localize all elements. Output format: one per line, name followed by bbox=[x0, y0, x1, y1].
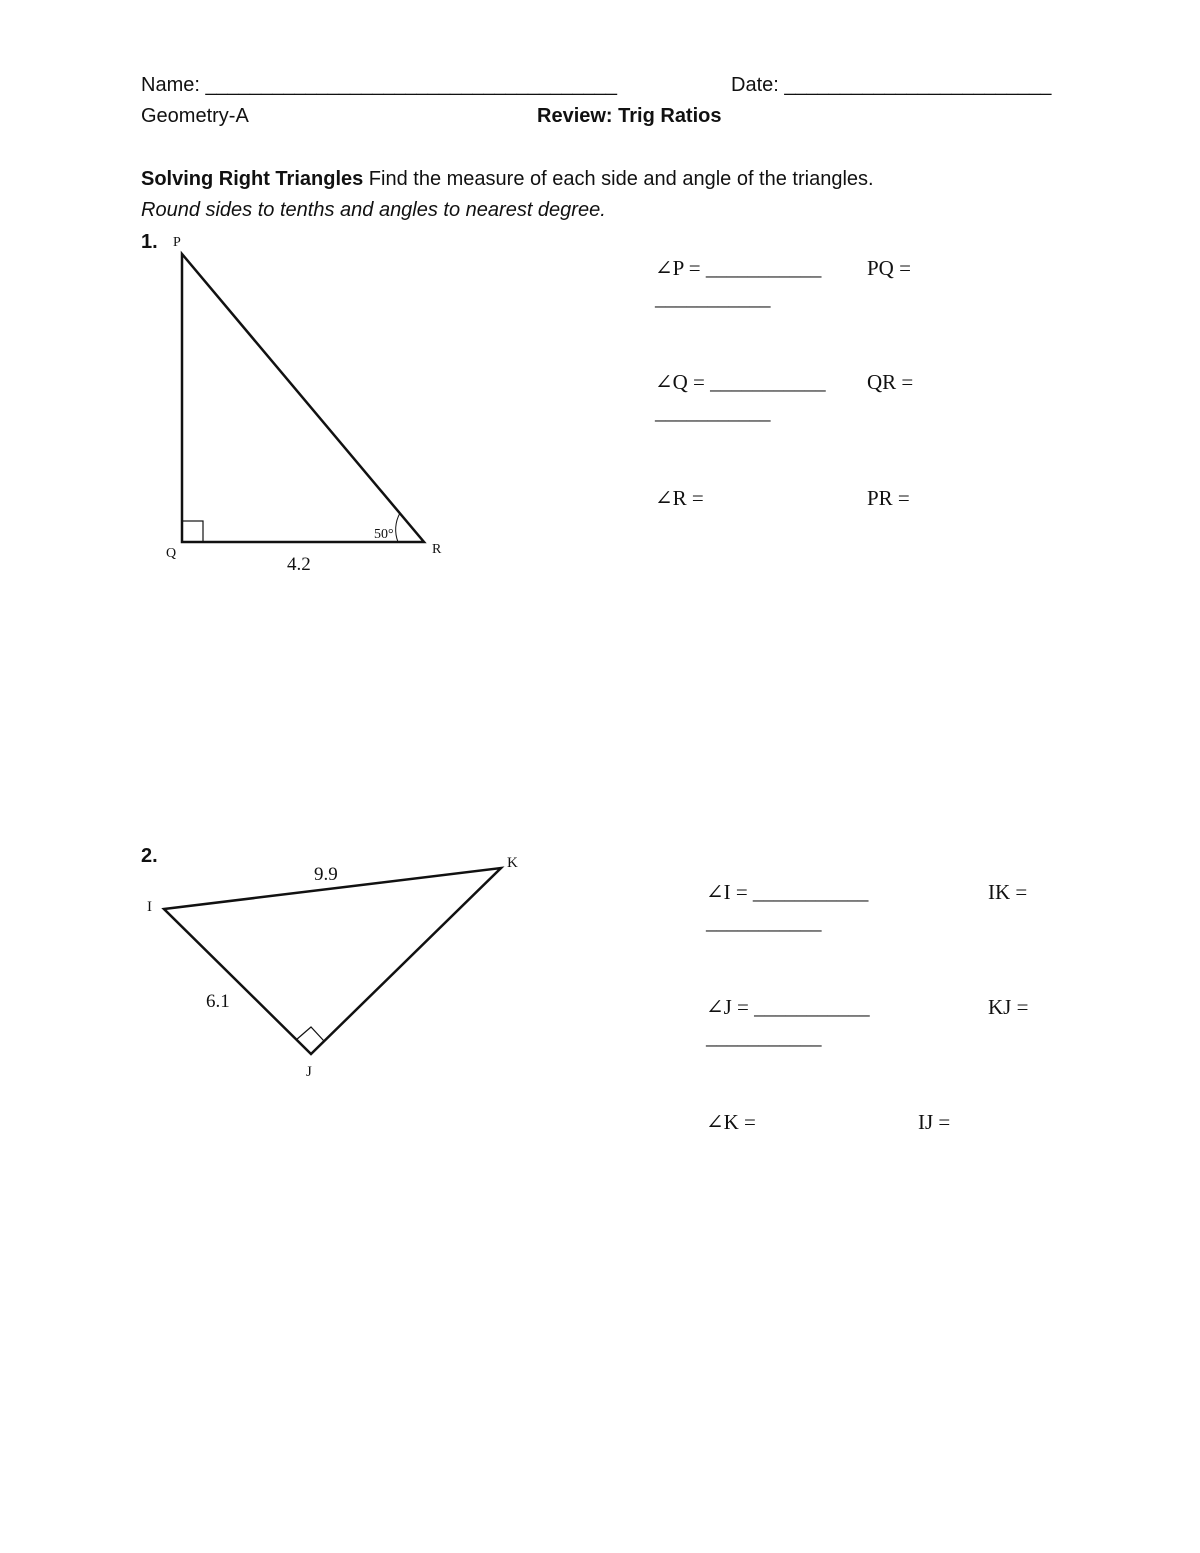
answer-ik: IK = bbox=[988, 880, 1028, 904]
answer-pq-blank: ___________ bbox=[655, 286, 771, 310]
answer-qr-blank: ___________ bbox=[655, 400, 771, 424]
instructions-heading: Solving Right Triangles bbox=[141, 168, 364, 190]
vertex-label-r: R bbox=[432, 542, 442, 557]
answer-ij: IJ = bbox=[918, 1110, 951, 1134]
side-label-ij: 6.1 bbox=[206, 991, 230, 1012]
answer-pr: PR = bbox=[867, 486, 910, 510]
answer-angle-q: ∠Q = ___________ bbox=[655, 370, 826, 394]
vertex-label-k: K bbox=[507, 855, 518, 871]
right-angle-mark-j bbox=[296, 1027, 324, 1041]
answer-kj: KJ = bbox=[988, 995, 1029, 1019]
triangle-ijk-diagram bbox=[0, 0, 620, 1100]
page-title: Review: Trig Ratios bbox=[537, 105, 722, 127]
side-label-ik: 9.9 bbox=[314, 864, 338, 885]
rounding-note: Round sides to tenths and angles to nearest degree. bbox=[141, 199, 606, 221]
date-line: Date: ________________________ bbox=[731, 74, 1052, 96]
course-label: Geometry-A bbox=[141, 105, 249, 127]
vertex-label-j: J bbox=[306, 1064, 312, 1080]
vertex-label-i: I bbox=[147, 899, 152, 915]
answer-angle-i: ∠I = ___________ bbox=[706, 880, 869, 904]
vertex-label-p: P bbox=[173, 235, 181, 250]
answer-angle-p: ∠P = ___________ bbox=[655, 256, 822, 280]
vertex-label-q: Q bbox=[166, 546, 177, 561]
answer-qr: QR = bbox=[867, 370, 914, 394]
side-label-qr: 4.2 bbox=[287, 554, 311, 575]
name-line: Name: _____________________________________ bbox=[141, 74, 618, 96]
answer-pq: PQ = bbox=[867, 256, 911, 280]
problem-1-number: 1. bbox=[141, 231, 158, 253]
answer-angle-r: ∠R = bbox=[655, 486, 704, 510]
answer-angle-j: ∠J = ___________ bbox=[706, 995, 870, 1019]
instructions-text: Find the measure of each side and angle of the triangles. bbox=[363, 168, 874, 190]
answer-kj-blank: ___________ bbox=[706, 1025, 822, 1049]
answer-angle-k: ∠K = bbox=[706, 1110, 756, 1134]
triangle-ijk bbox=[164, 868, 501, 1054]
answer-ik-blank: ___________ bbox=[706, 910, 822, 934]
angle-label-r: 50° bbox=[374, 527, 394, 542]
problem-2-number: 2. bbox=[141, 845, 158, 867]
